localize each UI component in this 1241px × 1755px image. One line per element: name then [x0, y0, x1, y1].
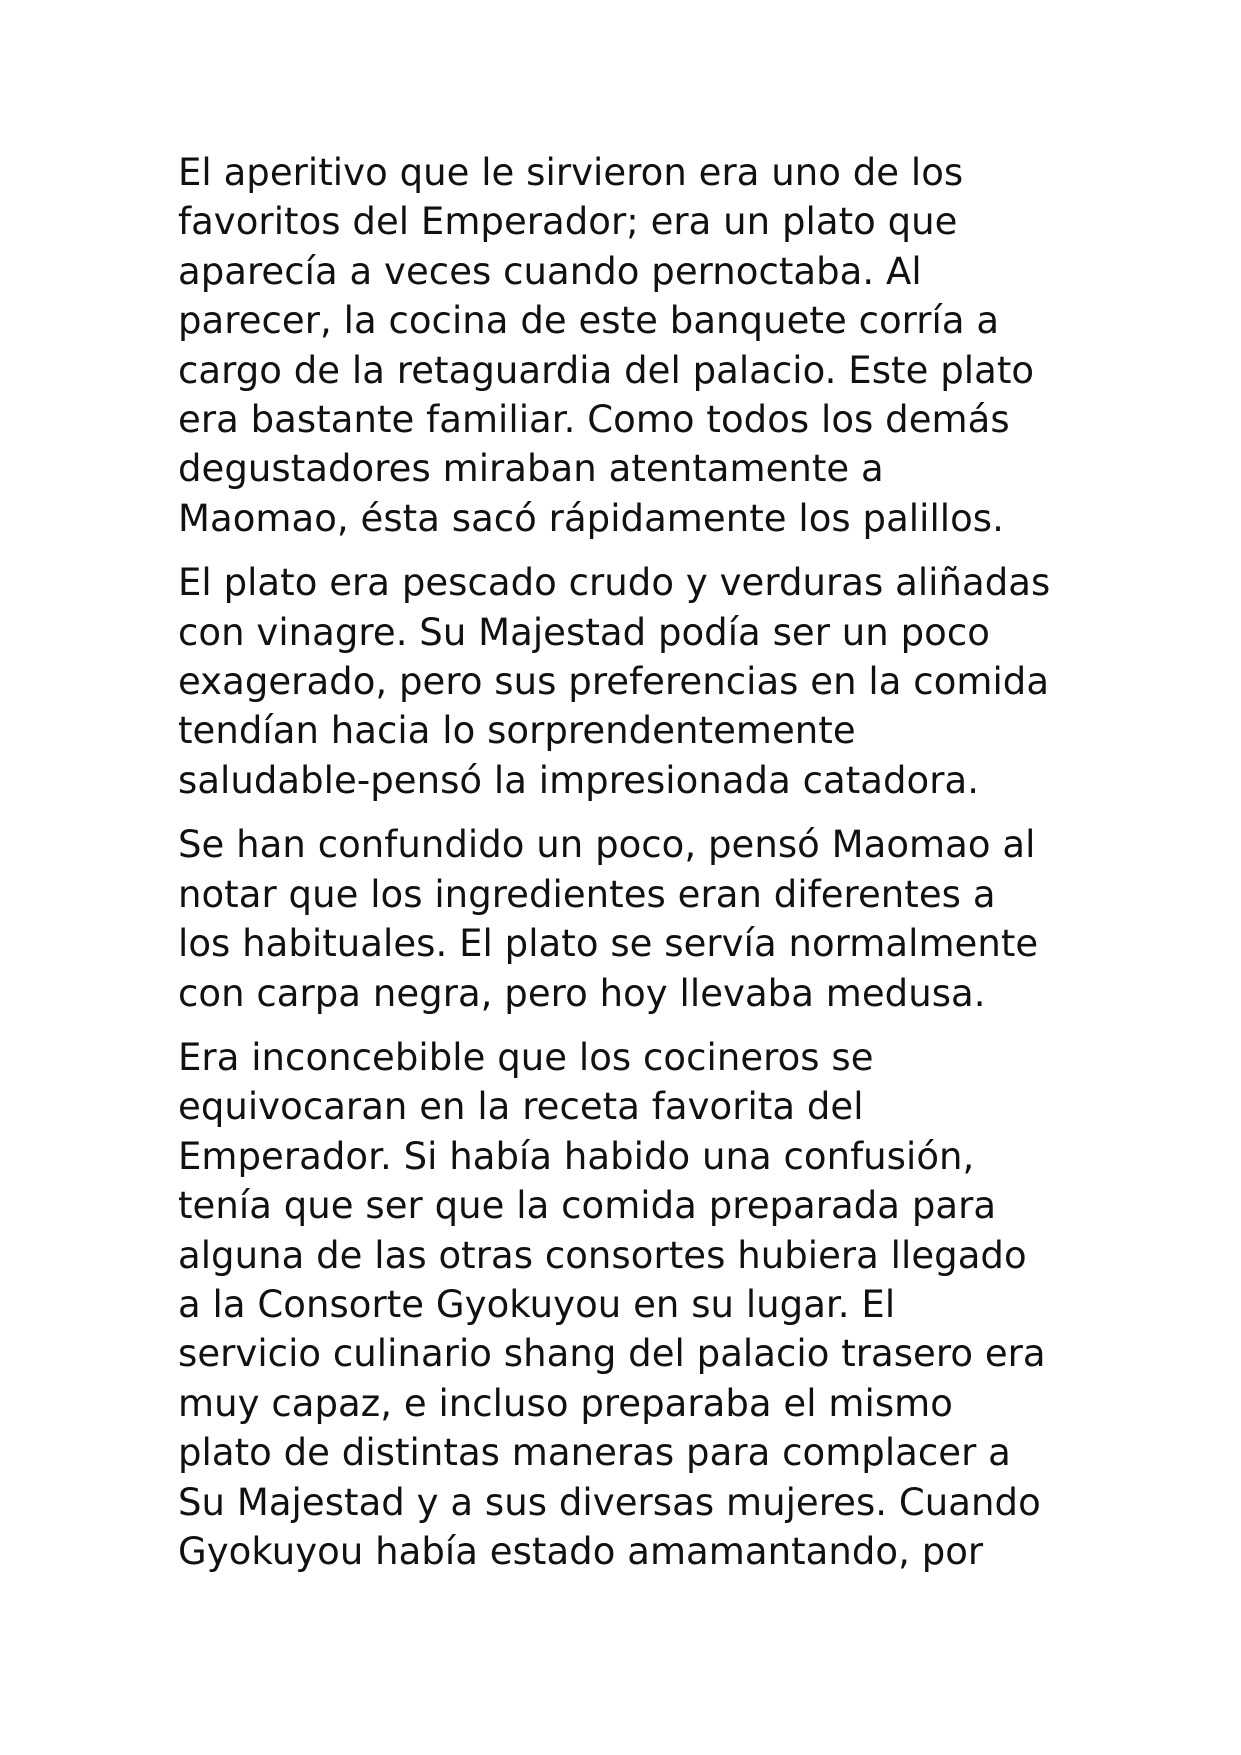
paragraph-3: Se han confundido un poco, pensó Maomao al notar que los ingredientes eran diferentes a los habituales. El plato se servía normalmente con carpa negra, pero hoy llevaba medusa. [178, 823, 1039, 1015]
paragraph-2: El plato era pescado crudo y verduras aliñadas con vinagre. Su Majestad podía ser un poco exagerado, pero sus preferencias en la comida tendían hacia lo sorprendentemente saludable-pensó la impresionada catadora. [178, 561, 1051, 802]
paragraph-4: Era inconcebible que los cocineros se equivocaran en la receta favorita del Emperador. Si había habido una confusión, tenía que ser que la comida preparada para alguna de las otras consortes hubiera llegado a la Consorte Gyokuyou en su lugar. El servicio culinario shang del palacio trasero era muy capaz, e incluso preparaba el mismo plato de distintas maneras para complacer a Su Majestad y a sus diversas mujeres. Cuando Gyokuyou había estado amamantando, por [178, 1035, 1046, 1573]
paragraph-1: El aperitivo que le sirvieron era uno de los favoritos del Emperador; era un plato que aparecía a veces cuando pernoctaba. Al parecer, la cocina de este banquete corría a cargo de la retaguardia del palacio. Este plato era bastante familiar. Como todos los demás degustadores miraban atentamente a Maomao, ésta sacó rápidamente los palillos. [178, 151, 1035, 540]
body-text [178, 148, 1078, 1591]
